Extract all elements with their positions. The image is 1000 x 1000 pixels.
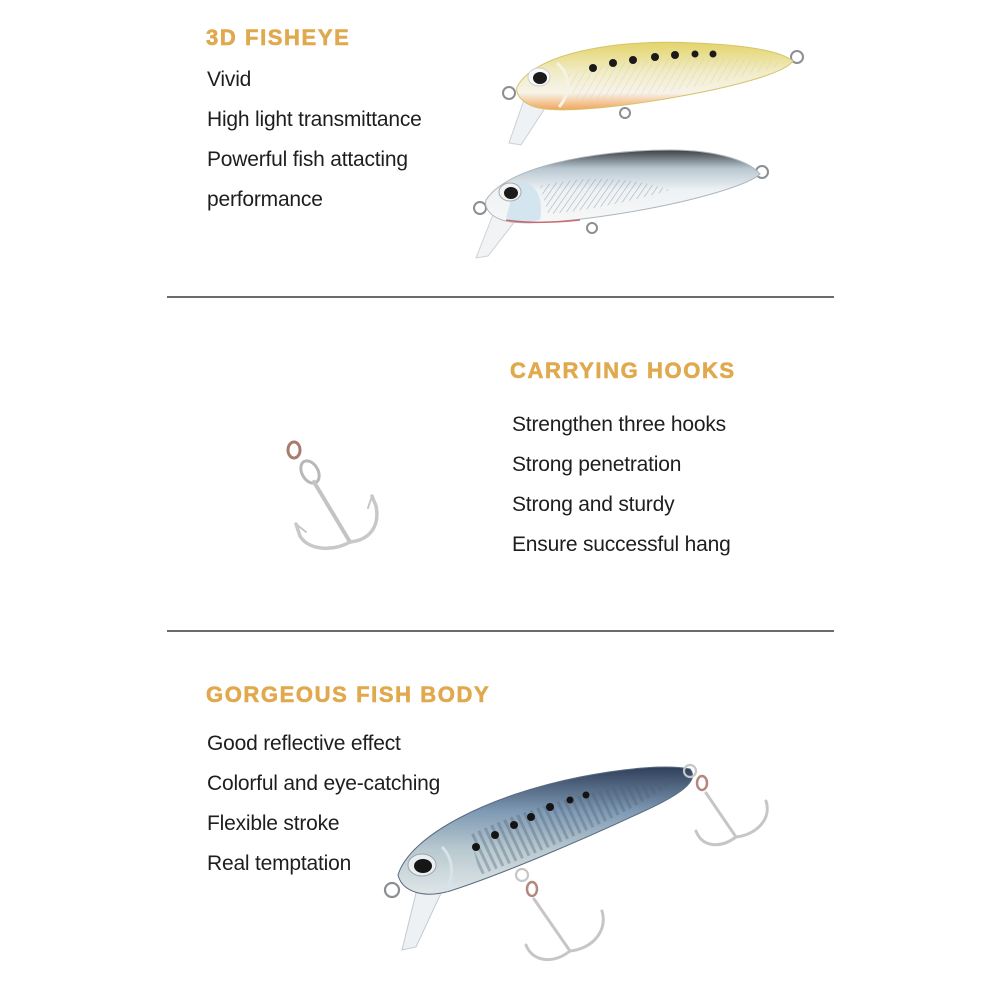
feature-item: Vivid — [207, 68, 252, 91]
treble-hook-image — [280, 440, 390, 555]
feature-item: Colorful and eye-catching — [207, 772, 441, 795]
feature-list — [207, 60, 422, 220]
feature-item: Strong and sturdy — [512, 493, 675, 516]
feature-item: Powerful fish attacting — [207, 148, 408, 171]
feature-item: performance — [207, 188, 323, 211]
section-heading: 3D FISHEYE — [206, 25, 351, 50]
feature-item: High light transmittance — [207, 108, 422, 131]
feature-list — [512, 405, 731, 565]
yellow-minnow-lure-image — [495, 35, 815, 155]
section-divider — [167, 296, 834, 298]
blue-sardine-lure-image — [380, 755, 780, 970]
silver-minnow-lure-image — [470, 140, 780, 265]
feature-item: Good reflective effect — [207, 732, 401, 755]
section-heading: GORGEOUS FISH BODY — [206, 682, 491, 707]
feature-item: Flexible stroke — [207, 812, 340, 835]
feature-item: Real temptation — [207, 852, 352, 875]
section-heading: CARRYING HOOKS — [510, 358, 736, 383]
feature-item: Strong penetration — [512, 453, 682, 476]
section-divider — [167, 630, 834, 632]
feature-item: Ensure successful hang — [512, 533, 731, 556]
feature-item: Strengthen three hooks — [512, 413, 726, 436]
